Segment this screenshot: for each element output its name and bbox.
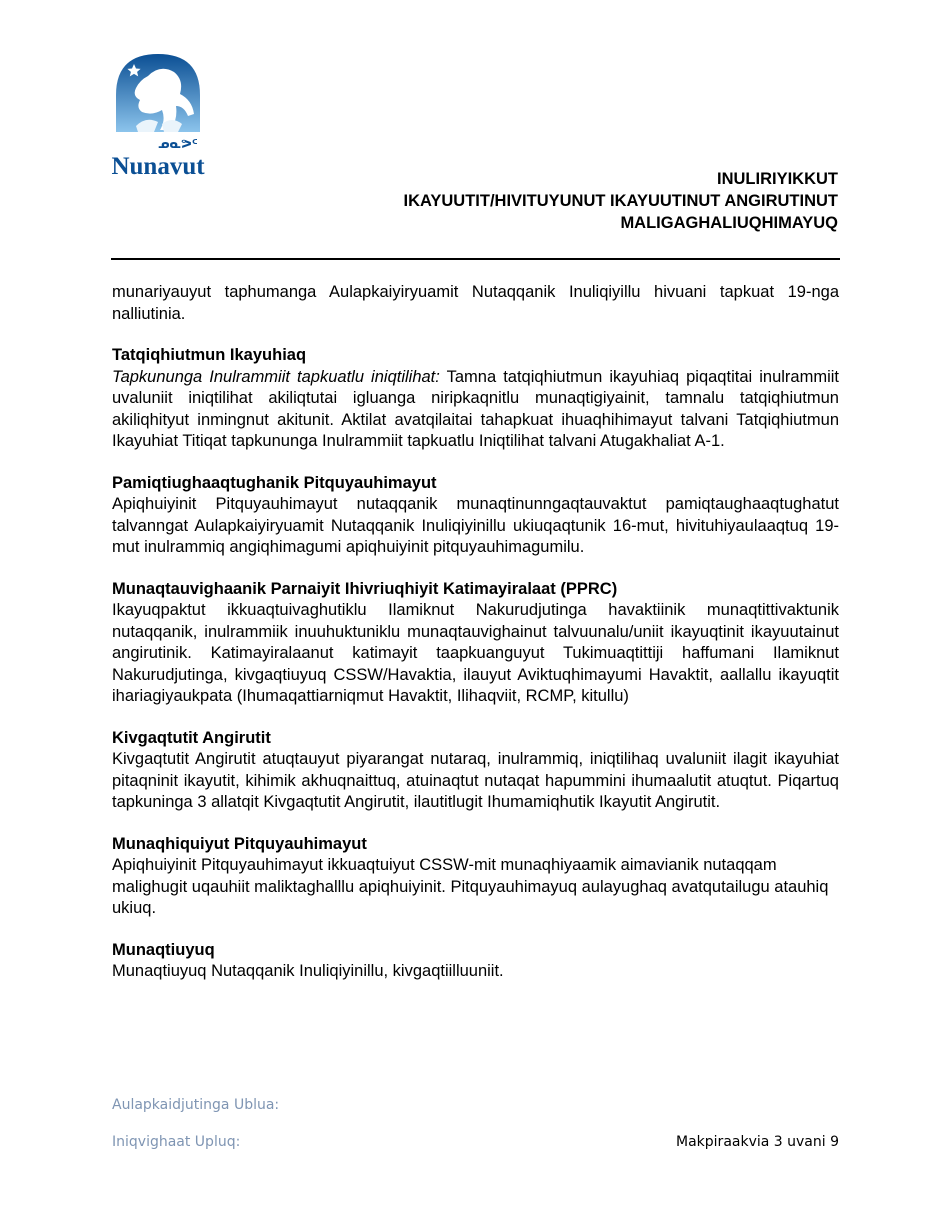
title-line-1: INULIRIYIKKUT — [717, 170, 838, 188]
section-heading: Munaqtauvighaanik Parnaiyit Ihivriuqhiyit Katimayiralaat (PPRC) — [112, 579, 618, 598]
footer-row-1 — [112, 1097, 839, 1113]
section-paragraph: Kivgaqtutit Angirutit atuqtauyut piyarangat nutaraq, inulrammiq, iniqtilihaq uvaluniit ilagit ikayuhiat pitaqninit ikayutit, kihimik akhuqnaittuq, atuinaqtut nutaqat hapummini ihumaalutit atuqtut. Piqartuq tapkuninga 3 allatqit Kivgaqtutit Angirutit, ilautitlugit Ihumamiqhutik Ikayutit Angirutit. — [112, 750, 839, 811]
page-number: Makpiraakvia 3 uvani 9 — [676, 1134, 839, 1150]
section-paragraph: Ikayuqpaktut ikkuaqtuivaghutiklu Ilamiknut Nakurudjutinga havaktiinik munaqtittivaktunik nutaqqanik, inulrammiik inuuhuktuniklu munaqtauvighainut talvuunalu/uniit ikayuqtinit ikayuutainut angirutinik. Katimayiralaanut katimayit taapkuanguyut Tukimuaqtittiji haffumani Ilamiknut Nakurudjutinga, kivgaqtiuyuq CSSW/Havaktia, ilauyut Aviktuqhimayumi Havaktit, aallallu ikayuqtit ihariagiyaukpata (Ihumaqattiarniqmut Havaktit, Ilihaqviit, RCMP, kitullu) — [112, 601, 839, 705]
section-text: Tamna tatqiqhiutmun ikayuhiaq piqaqtitai inulrammiit uvaluniit iniqtilihat akiliqtutai igluanga niripkaqnitlu munaqtigiyainit, tamnalu tatqiqhiutmun akiliqhityut inmingnut akitunit. Aktilat avatqilaitai tahapkuat ihuaqhihimayut talvani Tatqiqhiutmun Ikayuhiat Titiqat tapkununga Inulrammiit tapkuatlu Iniqtilihat talvani Atugakhaliat A-1. — [112, 367, 839, 450]
title-line-2: IKAYUUTIT/HIVITUYUNUT IKAYUUTINUT ANGIRUTINUT — [403, 192, 838, 210]
section-heading: Kivgaqtutit Angirutit — [112, 728, 271, 747]
section-heading: Tatqiqhiutmun Ikayuhiaq — [112, 346, 307, 364]
document-body — [112, 282, 839, 983]
section-paragraph: Apiqhuiyinit Pitquyauhimayut nutaqqanik munaqtinunngaqtauvaktut pamiqtaughaaqtughatut talvanngat Aulapkaiyiryuamit Nutaqqanik Inuliqiyinillu ukiuqaqtunik 16-mut, hivituhiyaulaaqtuq 19-mut inulrammiq angiqhimagumi apiqhuiyinit pitquyauhimagumilu. — [112, 495, 839, 556]
section-paragraph — [112, 367, 839, 453]
italic-lead: Tapkununga Inulrammiit tapkuatlu iniqtilihat: — [112, 367, 440, 386]
title-line-3: MALIGAGHALIUQHIMAYUQ — [620, 214, 838, 232]
footer-label-date: Aulapkaidjutinga Ublua: — [112, 1097, 280, 1113]
document-title — [278, 168, 838, 234]
nunavut-logo — [108, 50, 210, 180]
footer-row-2 — [112, 1134, 839, 1150]
section-paragraph: Apiqhuiyinit Pitquyauhimayut ikkuaqtuiyut CSSW-mit munaqhiyaamik aimavianik nutaqqam malighugit uqauhiit maliktaghalllu apiqhuiyinit. Pitquyauhimayuq aulayughaq avatqutailugu atauhiq ukiuq. — [112, 856, 829, 917]
intro-paragraph: munariyauyut taphumanga Aulapkaiyiryuamit Nutaqqanik Inuliqiyillu hivuani tapkuat 19-nga nalliutinia. — [112, 283, 839, 323]
svg-text:Nunavut: Nunavut — [111, 153, 205, 180]
section-heading: Munaqtiuyuq — [112, 940, 215, 959]
svg-text:ᓄᓇᕗᑦ: ᓄᓇᕗᑦ — [158, 137, 198, 151]
section-paragraph: Munaqtiuyuq Nutaqqanik Inuliqiyinillu, kivgaqtiilluuniit. — [112, 962, 504, 980]
section-heading: Pamiqtiughaaqtughanik Pitquyauhimayut — [112, 473, 437, 492]
footer-label-review: Iniqvighaat Upluq: — [112, 1134, 241, 1150]
header-divider — [111, 258, 840, 260]
section-heading: Munaqhiquiyut Pitquyauhimayut — [112, 834, 367, 853]
